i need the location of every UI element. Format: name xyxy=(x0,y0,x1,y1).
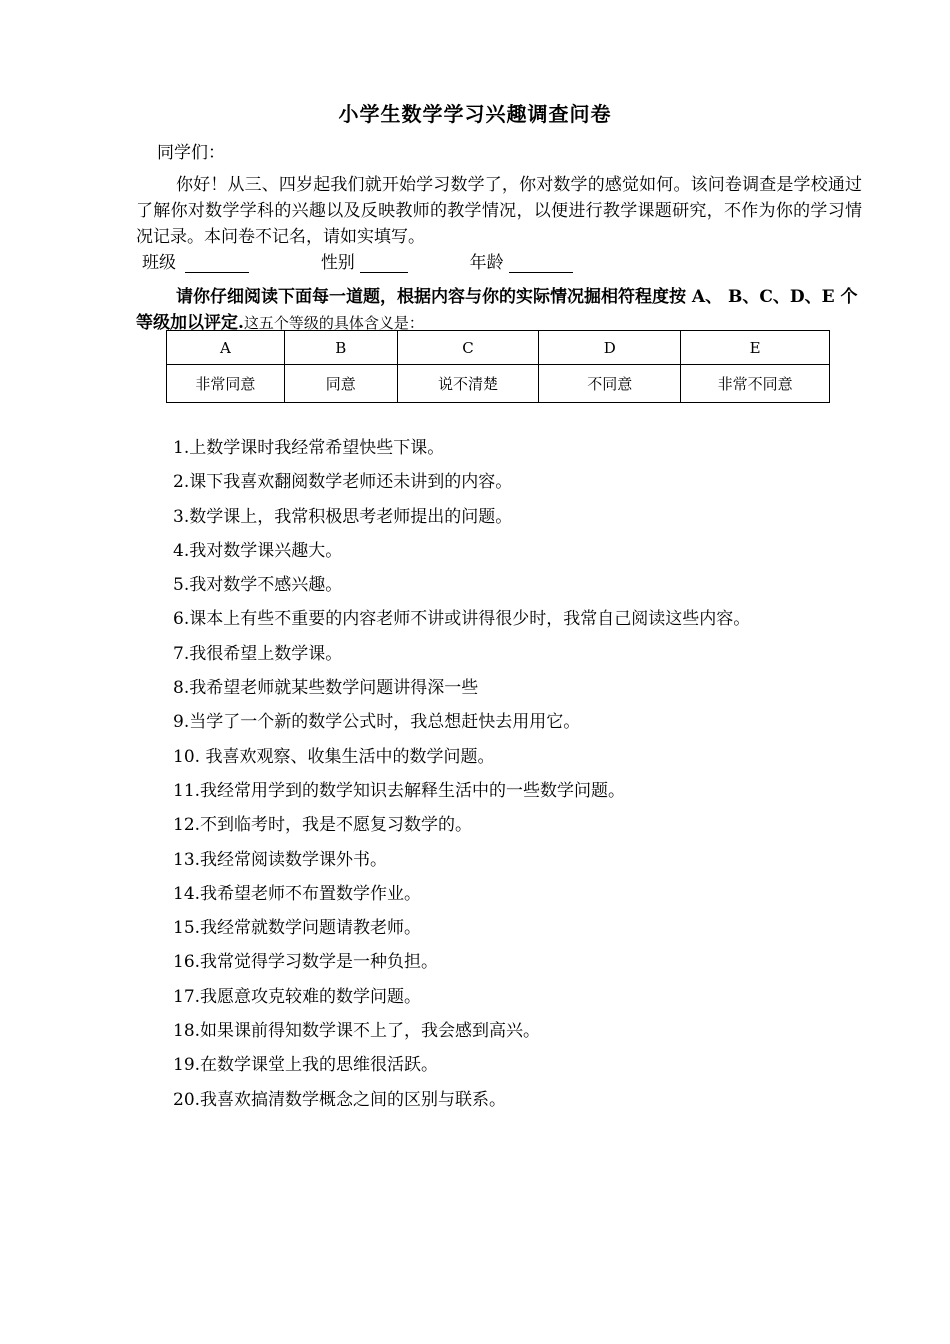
age-blank[interactable] xyxy=(509,254,573,273)
grade-meaning: 说不清楚 xyxy=(397,365,539,403)
question-item: 9.当学了一个新的数学公式时，我总想赶快去用用它。 xyxy=(173,712,581,733)
grade-meaning-row xyxy=(167,365,830,403)
grade-meaning: 非常同意 xyxy=(167,365,285,403)
question-item: 7.我很希望上数学课。 xyxy=(173,643,343,664)
question-item: 5.我对数学不感兴趣。 xyxy=(173,575,343,596)
class-label: 班级 xyxy=(142,253,176,273)
intro-paragraph: 你好！从三、四岁起我们就开始学习数学了，你对数学的感觉如何。该问卷调查是学校通过了解你对数学学科的兴趣以及反映教师的教学情况，以便进行教学课题研究，不作为你的学习情况记录。本问卷不记名，请如实填写。 xyxy=(136,175,862,247)
grade-meaning: 同意 xyxy=(284,365,397,403)
class-blank[interactable] xyxy=(185,254,249,273)
instruction-paragraph xyxy=(136,284,862,336)
grade-letter: D xyxy=(539,331,681,365)
greeting: 同学们： xyxy=(157,143,225,163)
instruction-normal: 这五个等级的具体含义是： xyxy=(243,314,424,332)
gender-blank[interactable] xyxy=(360,254,408,273)
question-item: 10. 我喜欢观察、收集生活中的数学问题。 xyxy=(173,746,495,767)
grade-letter: E xyxy=(681,331,830,365)
grade-meaning: 不同意 xyxy=(539,365,681,403)
question-item: 4.我对数学课兴趣大。 xyxy=(173,540,343,561)
info-fields xyxy=(142,248,573,273)
instruction-bold: 请你仔细阅读下面每一道题，根据内容与你的实际情况掘相符程度按 A、 B、C、D、E 个等级加以评定. xyxy=(136,287,858,333)
question-item: 8.我希望老师就某些数学问题讲得深一些 xyxy=(173,678,479,699)
question-item: 11.我经常用学到的数学知识去解释生活中的一些数学问题。 xyxy=(173,780,626,801)
grade-table xyxy=(166,330,830,403)
gender-label: 性别 xyxy=(320,253,355,273)
question-item: 18.如果课前得知数学课不上了，我会感到高兴。 xyxy=(173,1021,541,1042)
question-item: 17.我愿意攻克较难的数学问题。 xyxy=(173,986,422,1007)
question-item: 13.我经常阅读数学课外书。 xyxy=(173,849,388,870)
grade-letter: B xyxy=(284,331,397,365)
question-item: 2.课下我喜欢翻阅数学老师还未讲到的内容。 xyxy=(173,472,513,493)
question-list xyxy=(173,436,873,1122)
age-label: 年龄 xyxy=(469,253,504,273)
question-item: 15.我经常就数学问题请教老师。 xyxy=(173,918,422,939)
grade-letter: A xyxy=(167,331,285,365)
question-item: 16.我常觉得学习数学是一种负担。 xyxy=(173,952,439,973)
question-item: 12.不到临考时，我是不愿复习数学的。 xyxy=(173,815,473,836)
grade-letter: C xyxy=(397,331,539,365)
document-title: 小学生数学学习兴趣调查问卷 xyxy=(338,102,612,126)
grade-meaning: 非常不同意 xyxy=(681,365,830,403)
question-item: 1.上数学课时我经常希望快些下课。 xyxy=(173,438,445,458)
question-item: 14.我希望老师不布置数学作业。 xyxy=(173,883,422,904)
question-item: 20.我喜欢搞清数学概念之间的区别与联系。 xyxy=(173,1089,507,1110)
grade-letter-row xyxy=(167,331,830,365)
question-item: 6.课本上有些不重要的内容老师不讲或讲得很少时，我常自己阅读这些内容。 xyxy=(173,609,751,630)
question-item: 3.数学课上，我常积极思考老师提出的问题。 xyxy=(173,506,513,527)
question-item: 19.在数学课堂上我的思维很活跃。 xyxy=(173,1055,439,1076)
